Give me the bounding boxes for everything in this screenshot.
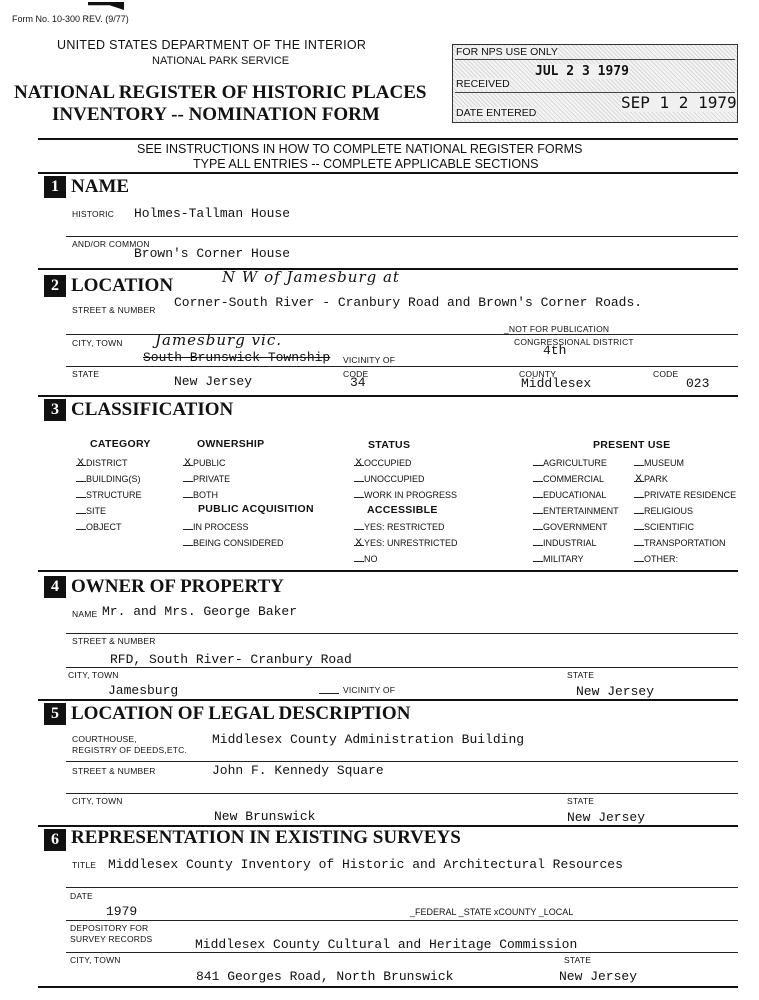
option-checkbox[interactable] (533, 553, 543, 562)
option-checkbox[interactable] (634, 457, 644, 466)
county-value: Middlesex (521, 376, 592, 391)
option-checkbox[interactable] (533, 537, 543, 546)
option-label: BOTH (193, 490, 219, 500)
present-use-option[interactable] (634, 521, 694, 532)
form-title-1: NATIONAL REGISTER OF HISTORIC PLACES (14, 82, 427, 103)
option-label: WORK IN PROGRESS (364, 490, 458, 500)
option-label: GOVERNMENT (543, 522, 608, 532)
option-checkmark: x (184, 455, 192, 469)
section-5-number: 5 (44, 703, 66, 725)
acquisition-option[interactable] (183, 521, 249, 532)
street-label: STREET & NUMBER (72, 305, 156, 315)
category-option[interactable] (76, 489, 142, 500)
present-use-option[interactable] (634, 537, 726, 548)
section-5-title: LOCATION OF LEGAL DESCRIPTION (71, 703, 411, 724)
historic-name: Holmes-Tallman House (134, 206, 291, 221)
option-checkmark: x (355, 535, 363, 549)
owner-vicinity-label: VICINITY OF (343, 685, 396, 695)
option-label: AGRICULTURE (543, 458, 607, 468)
depository-value: Middlesex County Cultural and Heritage Commission (195, 937, 578, 952)
option-checkbox[interactable] (354, 473, 364, 482)
option-label: BUILDING(S) (86, 474, 141, 484)
date-entered-label: DATE ENTERED (456, 107, 537, 119)
date-entered: SEP 1 2 1979 (621, 93, 737, 112)
owner-city-label: CITY, TOWN (68, 670, 119, 680)
category-option[interactable] (76, 505, 106, 516)
option-checkbox[interactable] (634, 553, 644, 562)
depository-city-label: CITY, TOWN (70, 955, 121, 965)
owner-street: RFD, South River- Cranbury Road (110, 652, 352, 667)
service-line: NATIONAL PARK SERVICE (152, 55, 290, 67)
option-checkbox[interactable] (76, 489, 86, 498)
present-use-option[interactable] (634, 473, 668, 484)
ownership-option[interactable] (183, 457, 226, 468)
present-use-option[interactable] (533, 489, 606, 500)
historic-label: HISTORIC (72, 209, 115, 219)
option-label: OTHER: (644, 554, 679, 564)
option-label: BEING CONSIDERED (193, 538, 284, 548)
common-label: AND/OR COMMON (72, 239, 150, 249)
received-label: RECEIVED (456, 78, 510, 90)
ownership-option[interactable] (183, 473, 230, 484)
instructions-line-2: TYPE ALL ENTRIES -- COMPLETE APPLICABLE SECTIONS (193, 157, 539, 171)
option-checkbox[interactable] (354, 455, 364, 469)
survey-date: 1979 (106, 904, 138, 919)
option-label: INDUSTRIAL (543, 538, 597, 548)
owner-street-label: STREET & NUMBER (72, 636, 156, 646)
survey-title-label: TITLE (72, 860, 97, 870)
courthouse-label-2: REGISTRY OF DEEDS,ETC. (72, 745, 188, 755)
received-date: JUL 2 3 1979 (535, 64, 629, 79)
status-option[interactable] (354, 489, 457, 500)
status-option[interactable] (354, 473, 425, 484)
congressional-label: CONGRESSIONAL DISTRICT (514, 337, 634, 347)
courthouse-value: Middlesex County Administration Building (212, 732, 525, 747)
city-value: South-Brunswick-Township (143, 350, 331, 365)
option-label: PARK (644, 474, 668, 484)
depository-state-label: STATE (564, 955, 592, 965)
owner-name: Mr. and Mrs. George Baker (102, 604, 298, 619)
code2-value: 023 (686, 376, 710, 391)
option-checkbox[interactable] (354, 521, 364, 530)
option-checkbox[interactable] (533, 521, 543, 530)
option-checkmark: x (77, 455, 85, 469)
legal-street: John F. Kennedy Square (212, 763, 384, 778)
option-label: EDUCATIONAL (543, 490, 607, 500)
option-label: SITE (86, 506, 107, 516)
acquisition-option[interactable] (183, 537, 284, 548)
option-label: NO (364, 554, 378, 564)
option-checkbox[interactable] (533, 489, 543, 498)
option-label: COMMERCIAL (543, 474, 605, 484)
option-checkmark: x (635, 471, 643, 485)
corner-mark (88, 2, 124, 10)
section-3-title: CLASSIFICATION (71, 399, 234, 420)
owner-state: New Jersey (576, 684, 655, 699)
option-checkbox[interactable] (76, 521, 86, 530)
vicinity-label: VICINITY OF (343, 355, 396, 365)
legal-city-label: CITY, TOWN (72, 796, 123, 806)
option-checkbox[interactable] (634, 521, 644, 530)
option-label: IN PROCESS (193, 522, 249, 532)
section-1-title: NAME (71, 176, 130, 197)
category-option[interactable] (76, 473, 141, 484)
category-heading: CATEGORY (90, 438, 151, 450)
section-4-number: 4 (44, 576, 66, 598)
option-label: PRIVATE (193, 474, 231, 484)
option-checkmark: x (355, 455, 363, 469)
category-option[interactable] (76, 521, 122, 532)
code-value: 34 (350, 375, 366, 390)
option-label: DISTRICT (86, 458, 128, 468)
owner-state-label: STATE (567, 670, 595, 680)
common-name: Brown's Corner House (134, 246, 291, 261)
present-use-option[interactable] (533, 505, 619, 516)
accessible-option[interactable] (354, 537, 458, 548)
option-label: TRANSPORTATION (644, 538, 726, 548)
section-4-title: OWNER OF PROPERTY (71, 576, 284, 597)
depository-city: 841 Georges Road, North Brunswick (196, 969, 454, 984)
form-title-2: INVENTORY -- NOMINATION FORM (52, 104, 380, 125)
depository-label-1: DEPOSITORY FOR (70, 923, 149, 933)
accessible-option[interactable] (354, 521, 445, 532)
state-label: STATE (72, 369, 100, 379)
city-label: CITY, TOWN (72, 338, 123, 348)
ownership-option[interactable] (183, 489, 218, 500)
city-handwritten: Jamesburg vic. (155, 331, 282, 349)
depository-state: New Jersey (559, 969, 638, 984)
ownership-heading: OWNERSHIP (197, 438, 265, 450)
code2-label: CODE (653, 369, 679, 379)
congressional-value: 4th (543, 343, 567, 358)
option-label: STRUCTURE (86, 490, 142, 500)
option-label: SCIENTIFIC (644, 522, 695, 532)
option-label: RELIGIOUS (644, 506, 694, 516)
option-checkbox[interactable] (76, 455, 86, 469)
section-2-number: 2 (44, 275, 66, 297)
present-use-option[interactable] (634, 505, 693, 516)
not-for-publication: _NOT FOR PUBLICATION (504, 324, 610, 334)
street-value: Corner-South River - Cranbury Road and Brown's Corner Roads. (174, 295, 643, 310)
option-checkbox[interactable] (76, 473, 86, 482)
present-use-option[interactable] (634, 553, 678, 564)
option-checkbox[interactable] (183, 473, 193, 482)
section-1-number: 1 (44, 176, 66, 198)
option-checkbox[interactable] (634, 505, 644, 514)
option-checkbox[interactable] (183, 521, 193, 530)
option-checkbox[interactable] (634, 537, 644, 546)
option-checkbox[interactable] (354, 553, 364, 562)
category-option[interactable] (76, 457, 128, 468)
form-number: Form No. 10-300 REV. (9/77) (12, 14, 129, 24)
option-checkbox[interactable] (76, 505, 86, 514)
present-use-option[interactable] (634, 489, 736, 500)
option-checkbox[interactable] (533, 505, 543, 514)
option-label: YES: UNRESTRICTED (364, 538, 458, 548)
accessible-heading: ACCESSIBLE (367, 504, 438, 516)
legal-city: New Brunswick (214, 809, 316, 824)
option-label: PRIVATE RESIDENCE (644, 490, 737, 500)
courthouse-label-1: COURTHOUSE, (72, 734, 137, 744)
survey-date-label: DATE (70, 891, 93, 901)
option-label: OBJECT (86, 522, 122, 532)
option-checkbox[interactable] (183, 455, 193, 469)
option-checkbox[interactable] (354, 489, 364, 498)
option-checkbox[interactable] (634, 471, 644, 485)
owner-city: Jamesburg (108, 683, 179, 698)
present-use-option[interactable] (533, 553, 584, 564)
section-2-title: LOCATION (71, 275, 174, 296)
legal-street-label: STREET & NUMBER (72, 766, 156, 776)
option-checkbox[interactable] (533, 473, 543, 482)
code-label: CODE (343, 369, 369, 379)
department-line: UNITED STATES DEPARTMENT OF THE INTERIOR (57, 38, 367, 52)
option-checkbox[interactable] (533, 457, 543, 466)
state-value: New Jersey (174, 374, 253, 389)
option-checkbox[interactable] (634, 489, 644, 498)
instructions-line-1: SEE INSTRUCTIONS IN HOW TO COMPLETE NATIONAL REGISTER FORMS (137, 142, 583, 156)
option-label: PUBLIC (193, 458, 226, 468)
option-label: YES: RESTRICTED (364, 522, 445, 532)
option-checkbox[interactable] (183, 537, 193, 546)
depository-label-2: SURVEY RECORDS (70, 934, 153, 944)
survey-title: Middlesex County Inventory of Historic and Architectural Resources (108, 857, 623, 872)
survey-levels: _FEDERAL _STATE xCOUNTY _LOCAL (410, 907, 574, 917)
option-label: UNOCCUPIED (364, 474, 425, 484)
status-option[interactable] (354, 457, 412, 468)
option-checkbox[interactable] (354, 535, 364, 549)
owner-name-label: NAME (72, 609, 98, 619)
present-use-heading: PRESENT USE (593, 439, 671, 451)
legal-state: New Jersey (567, 810, 646, 825)
option-label: ENTERTAINMENT (543, 506, 619, 516)
legal-state-label: STATE (567, 796, 595, 806)
status-heading: STATUS (368, 439, 411, 451)
option-label: MUSEUM (644, 458, 684, 468)
option-label: MILITARY (543, 554, 584, 564)
accessible-option[interactable] (354, 553, 378, 564)
county-label: COUNTY (519, 369, 557, 379)
acquisition-heading: PUBLIC ACQUISITION (198, 503, 314, 515)
nps-heading: FOR NPS USE ONLY (456, 46, 558, 58)
present-use-option[interactable] (533, 521, 608, 532)
section-6-number: 6 (44, 829, 66, 851)
option-checkbox[interactable] (183, 489, 193, 498)
present-use-option[interactable] (533, 457, 607, 468)
section-6-title: REPRESENTATION IN EXISTING SURVEYS (71, 827, 461, 848)
present-use-option[interactable] (533, 537, 597, 548)
handwritten-location: N W of Jamesburg at (222, 268, 400, 286)
present-use-option[interactable] (533, 473, 604, 484)
option-label: OCCUPIED (364, 458, 412, 468)
nps-use-box (452, 44, 738, 123)
present-use-option[interactable] (634, 457, 684, 468)
section-3-number: 3 (44, 399, 66, 421)
